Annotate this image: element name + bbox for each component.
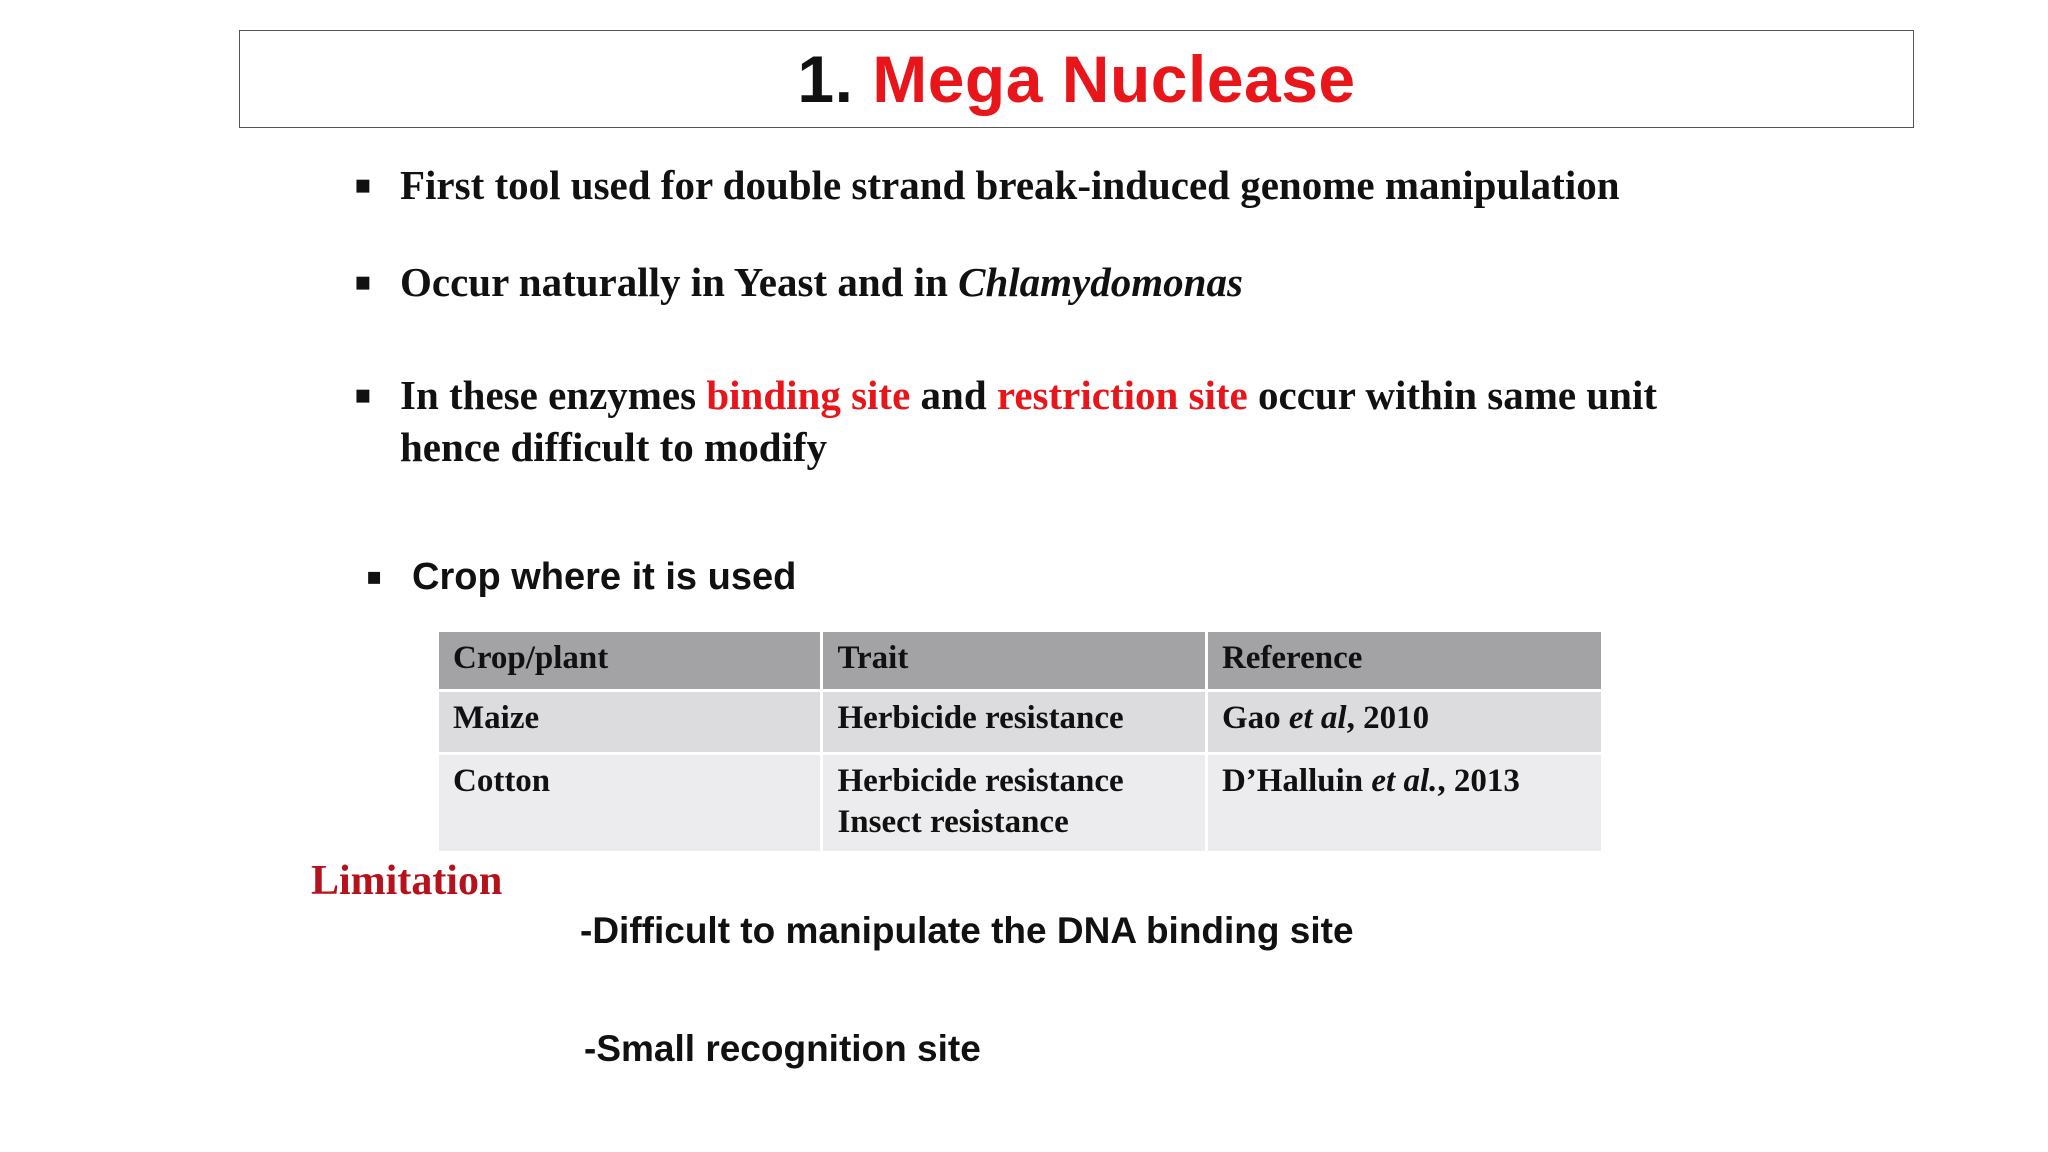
bullet-marker: ▪	[354, 267, 372, 297]
bullet-marker: ▪	[354, 380, 372, 410]
table-row	[439, 755, 1601, 851]
cell-crop: Cotton	[439, 755, 820, 851]
bullet-text: Crop where it is used	[412, 556, 797, 598]
cell-crop: Maize	[439, 692, 820, 752]
bullet-text: occur within same unit	[1247, 372, 1658, 418]
highlight-binding-site: binding site	[706, 372, 911, 418]
bullet-text: In these enzymes	[400, 372, 707, 418]
bullet-first-tool	[354, 159, 1620, 211]
limitation-item-dna-binding: -Difficult to manipulate the DNA binding site	[580, 910, 1354, 951]
table-row	[439, 692, 1601, 752]
header-trait: Trait	[823, 632, 1204, 689]
ref-etal: et al	[1288, 700, 1347, 736]
bullet-marker: ▪	[354, 170, 372, 200]
organism-name: Chlamydomonas	[958, 259, 1243, 305]
cell-reference	[1208, 755, 1601, 851]
bullet-marker: ▪	[366, 562, 383, 590]
title-text: Mega Nuclease	[872, 42, 1356, 116]
header-reference: Reference	[1208, 632, 1601, 689]
trait-line: Herbicide resistance	[837, 763, 1124, 799]
cell-trait	[823, 755, 1204, 851]
ref-etal: et al.	[1371, 763, 1438, 799]
table-header-row	[439, 632, 1601, 689]
bullet-text: and	[910, 372, 997, 418]
trait-line: Insect resistance	[837, 804, 1069, 840]
ref-year: , 2013	[1437, 763, 1520, 799]
highlight-restriction-site: restriction site	[996, 372, 1248, 418]
limitation-item-recognition-site: -Small recognition site	[584, 1028, 981, 1069]
limitation-heading: Limitation	[311, 858, 503, 904]
bullet-text: Occur naturally in Yeast and in	[400, 259, 959, 305]
bullet-binding-restriction	[354, 369, 1658, 473]
ref-author: D’Halluin	[1221, 763, 1372, 799]
cell-trait: Herbicide resistance	[823, 692, 1204, 752]
slide-title	[797, 41, 1355, 117]
title-number: 1.	[797, 42, 873, 116]
title-box	[239, 30, 1914, 128]
bullet-crop-used	[366, 556, 797, 599]
bullet-text-line2: hence difficult to modify	[400, 424, 828, 470]
ref-author: Gao	[1221, 700, 1289, 736]
ref-year: , 2010	[1346, 700, 1430, 736]
header-crop: Crop/plant	[439, 632, 820, 689]
bullet-occur-naturally	[354, 256, 1243, 308]
crop-table	[436, 629, 1604, 854]
cell-reference	[1208, 692, 1601, 752]
bullet-text: First tool used for double strand break-induced genome manipulation	[400, 162, 1620, 208]
